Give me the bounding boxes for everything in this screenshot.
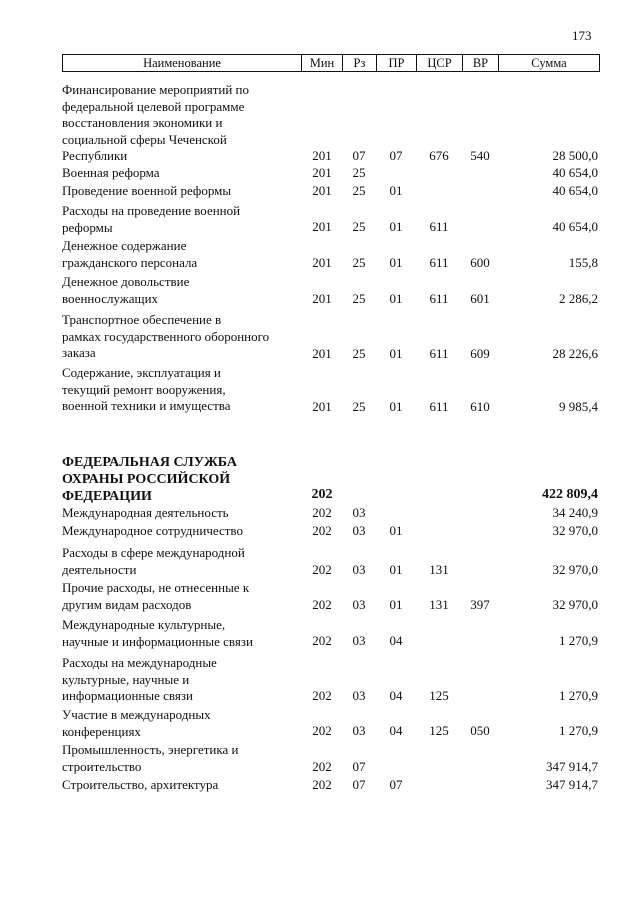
row-rz: 25 bbox=[352, 346, 366, 361]
header-min: Мин bbox=[302, 55, 343, 71]
row-vr: 397 bbox=[470, 597, 490, 612]
row-min: 201 bbox=[312, 183, 332, 198]
row-pr: 04 bbox=[389, 633, 403, 648]
row-min: 202 bbox=[312, 777, 332, 792]
row-csr: 611 bbox=[429, 291, 449, 306]
row-sum: 32 970,0 bbox=[552, 562, 598, 577]
row-sum: 32 970,0 bbox=[552, 523, 598, 538]
row-rz: 03 bbox=[352, 597, 366, 612]
row-sum: 32 970,0 bbox=[552, 597, 598, 612]
row-csr: 611 bbox=[429, 399, 449, 414]
row-name: Международная деятельность bbox=[62, 505, 229, 520]
row-rz: 25 bbox=[352, 165, 366, 180]
row-rz: 03 bbox=[352, 523, 366, 538]
row-name: ФЕДЕРАЛЬНАЯ СЛУЖБА ОХРАНЫ РОССИЙСКОЙ ФЕДЕРАЦИИ bbox=[62, 455, 237, 504]
row-csr: 676 bbox=[429, 148, 449, 163]
row-pr: 01 bbox=[389, 562, 403, 577]
row-pr: 01 bbox=[389, 219, 403, 234]
row-sum: 40 654,0 bbox=[552, 219, 598, 234]
row-sum: 40 654,0 bbox=[552, 165, 598, 180]
row-vr: 600 bbox=[470, 255, 490, 270]
row-name: Финансирование мероприятий по федеральной целевой программе восстановления экономики и социальной сферы Чеченской Республики bbox=[62, 82, 250, 163]
row-sum: 28 500,0 bbox=[552, 148, 598, 163]
row-rz: 25 bbox=[352, 399, 366, 414]
row-rz: 03 bbox=[352, 505, 366, 520]
row-min: 202 bbox=[312, 562, 332, 577]
row-min: 202 bbox=[312, 688, 332, 703]
row-min: 202 bbox=[312, 505, 332, 520]
row-pr: 01 bbox=[389, 346, 403, 361]
row-name: Международное сотрудничество bbox=[62, 523, 243, 538]
row-sum: 40 654,0 bbox=[552, 183, 598, 198]
row-sum: 2 286,2 bbox=[559, 291, 598, 306]
row-vr: 050 bbox=[470, 723, 490, 738]
row-min: 202 bbox=[312, 759, 332, 774]
row-sum: 9 985,4 bbox=[559, 399, 598, 414]
row-min: 202 bbox=[312, 723, 332, 738]
row-csr: 125 bbox=[429, 688, 449, 703]
page-number: 173 bbox=[572, 28, 592, 43]
row-rz: 25 bbox=[352, 183, 366, 198]
row-sum: 1 270,9 bbox=[559, 688, 598, 703]
row-sum: 34 240,9 bbox=[552, 505, 598, 520]
header-rz: Рз bbox=[343, 55, 377, 71]
header-csr: ЦСР bbox=[417, 55, 463, 71]
row-sum: 28 226,6 bbox=[552, 346, 598, 361]
row-rz: 25 bbox=[352, 219, 366, 234]
row-min: 201 bbox=[312, 148, 332, 163]
row-rz: 03 bbox=[352, 562, 366, 577]
row-sum: 422 809,4 bbox=[542, 487, 598, 502]
row-pr: 01 bbox=[389, 255, 403, 270]
row-rz: 07 bbox=[352, 148, 366, 163]
row-rz: 25 bbox=[352, 255, 366, 270]
row-name: Транспортное обеспечение в рамках государственного оборонного заказа bbox=[62, 312, 270, 360]
row-min: 201 bbox=[312, 165, 332, 180]
row-name: Расходы в сфере международной деятельности bbox=[62, 545, 245, 577]
row-min: 201 bbox=[312, 346, 332, 361]
header-vr: ВР bbox=[463, 55, 499, 71]
row-csr: 131 bbox=[429, 597, 449, 612]
row-pr: 01 bbox=[389, 183, 403, 198]
header-pr: ПР bbox=[377, 55, 417, 71]
row-csr: 611 bbox=[429, 346, 449, 361]
row-vr: 609 bbox=[470, 346, 490, 361]
row-pr: 01 bbox=[389, 291, 403, 306]
row-vr: 540 bbox=[470, 148, 490, 163]
row-min: 202 bbox=[312, 523, 332, 538]
row-min: 201 bbox=[312, 291, 332, 306]
row-rz: 03 bbox=[352, 633, 366, 648]
row-rz: 25 bbox=[352, 291, 366, 306]
row-csr: 611 bbox=[429, 219, 449, 234]
row-pr: 07 bbox=[389, 777, 403, 792]
row-sum: 347 914,7 bbox=[546, 759, 598, 774]
row-csr: 125 bbox=[429, 723, 449, 738]
row-name: Строительство, архитектура bbox=[62, 777, 219, 792]
row-sum: 155,8 bbox=[568, 255, 598, 270]
row-pr: 01 bbox=[389, 597, 403, 612]
header-sum: Сумма bbox=[531, 56, 567, 70]
row-pr: 04 bbox=[389, 688, 403, 703]
row-pr: 04 bbox=[389, 723, 403, 738]
row-name: Промышленность, энергетика и строительство bbox=[62, 742, 239, 774]
row-name: Проведение военной реформы bbox=[62, 183, 232, 198]
row-name: Военная реформа bbox=[62, 165, 160, 180]
row-min: 202 bbox=[312, 597, 332, 612]
row-rz: 07 bbox=[352, 759, 366, 774]
row-csr: 611 bbox=[429, 255, 449, 270]
row-name: Расходы на международные культурные, научные и информационные связи bbox=[62, 655, 217, 703]
row-sum: 347 914,7 bbox=[546, 777, 598, 792]
row-min: 201 bbox=[312, 399, 332, 414]
row-name: Расходы на проведение военной реформы bbox=[62, 203, 241, 235]
row-min: 202 bbox=[312, 633, 332, 648]
row-pr: 01 bbox=[389, 399, 403, 414]
row-sum: 1 270,9 bbox=[559, 723, 598, 738]
header-name: Наименование bbox=[63, 55, 302, 71]
row-vr: 601 bbox=[470, 291, 490, 306]
row-sum: 1 270,9 bbox=[559, 633, 598, 648]
row-pr: 01 bbox=[389, 523, 403, 538]
row-csr: 131 bbox=[429, 562, 449, 577]
row-rz: 03 bbox=[352, 723, 366, 738]
row-name: Прочие расходы, не отнесенные к другим видам расходов bbox=[62, 580, 250, 612]
row-rz: 07 bbox=[352, 777, 366, 792]
row-rz: 03 bbox=[352, 688, 366, 703]
row-min: 201 bbox=[312, 255, 332, 270]
row-min: 201 bbox=[312, 219, 332, 234]
row-vr: 610 bbox=[470, 399, 490, 414]
row-name: Участие в международных конференциях bbox=[62, 707, 211, 739]
row-min: 202 bbox=[311, 487, 333, 502]
row-name: Денежное содержание гражданского персонала bbox=[62, 238, 198, 270]
table-header bbox=[62, 54, 600, 72]
row-name: Международные культурные, научные и информационные связи bbox=[62, 617, 253, 649]
row-pr: 07 bbox=[389, 148, 403, 163]
row-name: Содержание, эксплуатация и текущий ремонт вооружения, военной техники и имущества bbox=[62, 365, 231, 413]
row-name: Денежное довольствие военнослужащих bbox=[62, 274, 190, 306]
